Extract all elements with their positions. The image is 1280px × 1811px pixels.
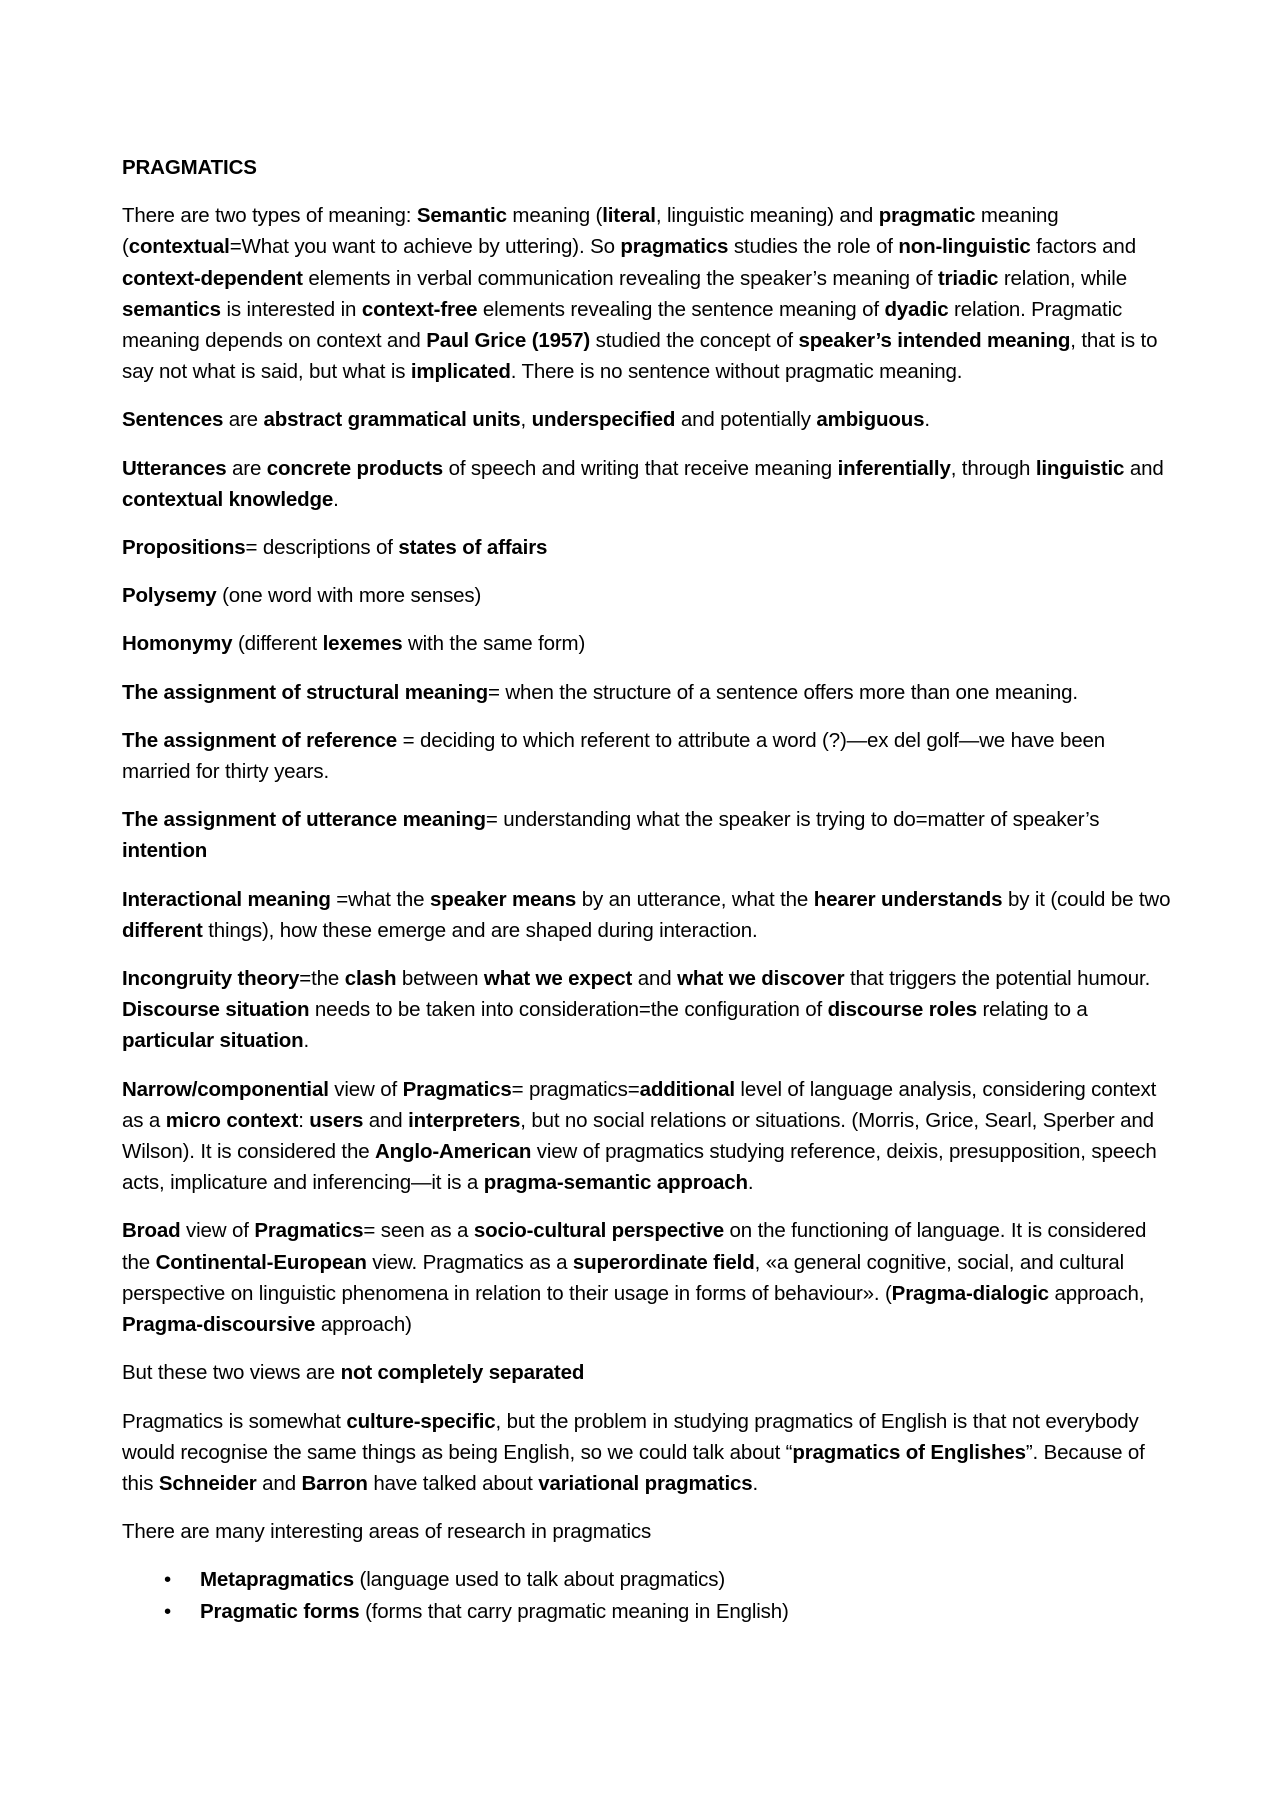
text-run: , but no social relations or situations. (Morris, Grice, Searl, Sperber and Wilson). It is considered the [122, 1108, 1154, 1164]
text-run: =what the [330, 887, 430, 911]
text-run: = understanding what the speaker is trying to do=matter of speaker’s [485, 808, 1100, 832]
text-run: = pragmatics= [511, 1077, 640, 1101]
text-run: relation. Pragmatic meaning depends on context and [122, 297, 1123, 353]
text-run: and [632, 967, 678, 991]
bold-term: discourse roles [827, 998, 977, 1022]
bold-term: Semantic [416, 204, 507, 228]
text-run: level of language analysis, considering context as a [122, 1077, 1157, 1132]
paragraph [122, 404, 1172, 435]
bold-term: implicated [410, 360, 511, 384]
text-run: needs to be taken into consideration=the configuration of [309, 998, 828, 1022]
bold-term: Pragmatics [254, 1219, 364, 1243]
list-item [164, 1564, 1172, 1595]
text-run: and [256, 1471, 302, 1495]
bold-term: Broad [122, 1219, 181, 1243]
bold-term: not completely separated [340, 1361, 585, 1385]
text-run: . [747, 1171, 754, 1195]
bold-term: variational pragmatics [538, 1471, 753, 1495]
bold-term: intention [122, 839, 208, 863]
text-run: on the functioning of language. It is considered the [122, 1219, 1147, 1274]
bold-term: Barron [301, 1471, 368, 1495]
bold-term: Utterances [122, 456, 227, 480]
text-run: . [333, 487, 339, 511]
paragraph [122, 628, 1172, 659]
bold-term: Sentences [122, 408, 224, 432]
text-run: of speech and writing that receive meaning [443, 456, 838, 480]
bold-term: states of affairs [398, 536, 548, 560]
text-run: by an utterance, what the [576, 887, 814, 911]
text-run: . [303, 1029, 310, 1053]
text-run: = seen as a [363, 1219, 474, 1243]
list-item [164, 1596, 1172, 1627]
bold-term: Pragma-discoursive [122, 1313, 316, 1337]
text-run: : [298, 1108, 310, 1132]
text-run: with the same form) [402, 632, 586, 656]
text-run: that triggers the potential humour. [844, 967, 1151, 991]
bold-term: what we expect [483, 967, 633, 991]
bold-term: Narrow/componential [122, 1077, 329, 1101]
bullet-icon: • [164, 1599, 172, 1623]
text-run: , that is to say not what is said, but what is [122, 329, 1158, 384]
paragraph [122, 677, 1172, 708]
text-run: between [396, 967, 484, 991]
text-run: , [520, 408, 532, 432]
text-run: elements revealing the sentence meaning of [477, 297, 885, 321]
text-run: elements in verbal communication revealing the speaker’s meaning of [302, 266, 938, 290]
paragraph [122, 884, 1172, 946]
bold-term: pragmatics of Englishes [792, 1440, 1026, 1464]
text-run: and [363, 1108, 409, 1132]
paragraph [122, 580, 1172, 611]
text-run: view of [180, 1219, 255, 1243]
bold-term: culture-specific [346, 1409, 496, 1433]
paragraph [122, 200, 1172, 387]
research-areas-list [122, 1564, 1172, 1626]
text-run: and potentially [675, 408, 817, 432]
text-run: are [226, 456, 267, 480]
bold-term: abstract grammatical units [263, 408, 521, 432]
text-run: studies the role of [728, 235, 899, 259]
bold-term: Pragma-dialogic [891, 1281, 1049, 1305]
bold-term: interpreters [408, 1108, 521, 1132]
text-run: are [223, 408, 264, 432]
text-run: view. Pragmatics as a [366, 1250, 573, 1274]
text-run: , linguistic meaning) and [655, 204, 879, 228]
text-run: meaning ( [506, 204, 603, 228]
text-run: (one word with more senses) [216, 584, 482, 608]
text-run: (forms that carry pragmatic meaning in English) [359, 1599, 789, 1623]
paragraph [122, 1516, 1172, 1547]
bold-term: Continental-European [155, 1250, 367, 1274]
bold-term: contextual [128, 235, 230, 259]
bold-term: clash [344, 967, 397, 991]
bold-term: Discourse situation [122, 998, 310, 1022]
bold-term: contextual knowledge [122, 487, 334, 511]
bold-term: Incongruity theory [122, 967, 300, 991]
text-run: is interested in [220, 297, 362, 321]
bold-term: socio-cultural perspective [473, 1219, 724, 1243]
paragraph [122, 1215, 1172, 1340]
text-run: But these two views are [122, 1361, 341, 1385]
bold-term: Pragmatic forms [200, 1599, 360, 1623]
text-run: , «a general cognitive, social, and cultural perspective on linguistic phenomena in relation to their usage in forms of behaviour». ( [122, 1250, 1125, 1305]
bold-term: linguistic [1035, 456, 1125, 480]
bold-term: Polysemy [122, 584, 217, 608]
bold-term: context-free [361, 297, 478, 321]
text-run: view of pragmatics studying reference, deixis, presupposition, speech acts, implicature and inferencing—it is a [122, 1140, 1157, 1195]
text-run: things), how these emerge and are shaped during interaction. [202, 918, 758, 942]
text-run: factors and [1030, 235, 1136, 259]
paragraph [122, 963, 1172, 1057]
text-run: have talked about [367, 1471, 539, 1495]
text-run: by it (could be two [1002, 887, 1171, 911]
document-title: PRAGMATICS [122, 156, 257, 179]
text-run: =What you want to achieve by uttering). So [229, 235, 621, 259]
bold-term: pragma-semantic approach [483, 1171, 748, 1195]
paragraph [122, 1357, 1172, 1388]
text-run: = descriptions of [245, 536, 399, 560]
bold-term: triadic [937, 266, 999, 290]
bold-term: pragmatics [620, 235, 729, 259]
text-run: relation, while [998, 266, 1127, 290]
text-run: relating to a [976, 998, 1088, 1022]
paragraph [122, 1074, 1172, 1199]
text-run: and [1124, 456, 1164, 480]
text-run: = when the structure of a sentence offers more than one meaning. [487, 680, 1078, 704]
bold-term: Anglo-American [375, 1140, 532, 1164]
bold-term: non-linguistic [898, 235, 1031, 259]
bold-term: concrete products [266, 456, 444, 480]
text-run: =the [299, 967, 345, 991]
text-run: approach) [315, 1313, 412, 1337]
paragraph [122, 453, 1172, 515]
bold-term: The assignment of structural meaning [122, 680, 488, 704]
text-run: view of [328, 1077, 403, 1101]
bold-term: Homonymy [122, 632, 233, 656]
bold-term: literal [602, 204, 656, 228]
paragraph [122, 725, 1172, 787]
paragraph [122, 804, 1172, 866]
text-run: There are two types of meaning: [122, 204, 417, 228]
bullet-icon: • [164, 1568, 172, 1592]
bold-term: The assignment of reference [122, 728, 398, 752]
bold-term: Pragmatics [402, 1077, 512, 1101]
bold-term: underspecified [531, 408, 676, 432]
bold-term: different [122, 918, 203, 942]
text-run: There are many interesting areas of research in pragmatics [122, 1520, 652, 1544]
bold-term: hearer understands [813, 887, 1003, 911]
text-run: meaning ( [122, 204, 1059, 259]
text-run: . There is no sentence without pragmatic meaning. [510, 360, 963, 384]
text-run: . [752, 1471, 759, 1495]
bold-term: what we discover [677, 967, 845, 991]
text-run: Pragmatics is somewhat [122, 1409, 347, 1433]
text-run: , through [950, 456, 1036, 480]
paragraph-list [122, 200, 1172, 1547]
text-run: (different [232, 632, 323, 656]
bold-term: particular situation [122, 1029, 304, 1053]
bold-term: ambiguous [816, 408, 925, 432]
text-run: = deciding to which referent to attribute a word (?)—ex del golf—we have been married for thirty years. [122, 728, 1105, 784]
document-page [122, 152, 1172, 1627]
bold-term: Schneider [158, 1471, 257, 1495]
bold-term: users [309, 1108, 364, 1132]
bold-term: pragmatic [878, 204, 976, 228]
bold-term: Metapragmatics [200, 1568, 354, 1592]
bold-term: superordinate field [572, 1250, 755, 1274]
bold-term: lexemes [322, 632, 403, 656]
bold-term: speaker’s intended meaning [798, 329, 1071, 353]
bold-term: speaker means [429, 887, 577, 911]
bold-term: Interactional meaning [122, 887, 331, 911]
bold-term: micro context [165, 1108, 299, 1132]
bold-term: context-dependent [122, 266, 303, 290]
text-run: approach, [1048, 1281, 1145, 1305]
paragraph [122, 1406, 1172, 1500]
paragraph [122, 532, 1172, 563]
text-run: (language used to talk about pragmatics) [353, 1568, 726, 1592]
bold-term: Paul Grice (1957) [426, 329, 591, 353]
bold-term: The assignment of utterance meaning [122, 808, 486, 832]
bold-term: inferentially [837, 456, 951, 480]
bold-term: additional [639, 1077, 735, 1101]
text-run: . [924, 408, 930, 432]
text-run: , but the problem in studying pragmatics of English is that not everybody would recognise the same things as being English, so we could talk about “ [122, 1409, 1139, 1464]
text-run: ”. Because of this [122, 1440, 1145, 1495]
text-run: studied the concept of [590, 329, 799, 353]
bold-term: dyadic [884, 297, 949, 321]
bold-term: Propositions [122, 536, 246, 560]
bold-term: semantics [122, 297, 221, 321]
